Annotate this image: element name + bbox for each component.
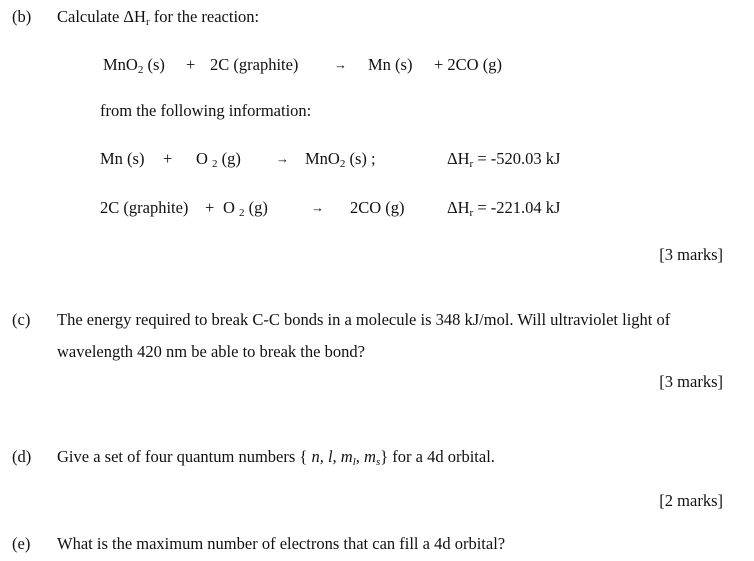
arrow-icon: → <box>311 200 324 215</box>
eq1-o2 <box>196 149 241 169</box>
product-co: + 2CO (g) <box>434 55 502 74</box>
plus-sign: + <box>205 198 215 217</box>
formula: MnO <box>103 55 138 74</box>
eq1-mn: Mn (s) <box>100 149 145 168</box>
state: (g) <box>217 149 241 168</box>
symbol: ΔH <box>447 149 470 168</box>
prompt-text: Calculate ΔH <box>57 7 146 26</box>
product-mn: Mn (s) <box>368 55 413 74</box>
plus-sign: + <box>163 149 173 168</box>
eq1-mno2 <box>305 149 376 169</box>
question-c-line1: The energy required to break C-C bonds in a molecule is 348 kJ/mol. Will ultraviolet light of <box>57 310 671 329</box>
text: Give a set of four quantum numbers { <box>57 447 312 466</box>
quantum-symbols: n, l, m <box>311 447 353 466</box>
eq1-enthalpy <box>447 149 560 169</box>
question-c-label: (c) <box>12 310 31 329</box>
formula: O <box>196 149 208 168</box>
symbol: ΔH <box>447 198 470 217</box>
value: = -520.03 kJ <box>473 149 561 168</box>
eq2-co: 2CO (g) <box>350 198 405 217</box>
eq2-o2 <box>223 198 268 218</box>
question-c-line2: wavelength 420 nm be able to break the bond? <box>57 342 365 361</box>
subscript: 2 <box>239 207 245 219</box>
formula: MnO <box>305 149 340 168</box>
from-info-text: from the following information: <box>100 101 312 120</box>
question-e-label: (e) <box>12 534 31 553</box>
subscript: r <box>145 16 150 28</box>
subscript: 2 <box>212 158 218 170</box>
formula: O <box>223 198 235 217</box>
subscript: 2 <box>137 64 144 76</box>
reactant-graphite: 2C (graphite) <box>210 55 299 74</box>
reactant-mno2 <box>103 55 165 75</box>
subscript: l <box>352 456 356 468</box>
subscript: s <box>375 456 381 468</box>
subscript: r <box>469 207 474 219</box>
prompt-text: for the reaction: <box>149 7 260 26</box>
marks-b: [3 marks] <box>659 245 723 264</box>
question-b-prompt <box>57 7 259 27</box>
arrow-icon: → <box>276 151 289 166</box>
state: (s) ; <box>345 149 376 168</box>
marks-c: [3 marks] <box>659 372 723 391</box>
question-b-label: (b) <box>12 7 32 26</box>
quantum-symbols: , m <box>355 447 376 466</box>
state: (s) <box>143 55 165 74</box>
eq2-graphite: 2C (graphite) <box>100 198 189 217</box>
plus-sign: + <box>186 55 196 74</box>
value: = -221.04 kJ <box>473 198 561 217</box>
arrow-icon: → <box>334 57 347 72</box>
state: (g) <box>244 198 268 217</box>
subscript: r <box>469 158 474 170</box>
question-e-text: What is the maximum number of electrons that can fill a 4d orbital? <box>57 534 506 553</box>
text: } for a 4d orbital. <box>380 447 495 466</box>
eq2-enthalpy <box>447 198 560 218</box>
question-d-label: (d) <box>12 447 32 466</box>
marks-d: [2 marks] <box>659 491 723 510</box>
question-d-text <box>57 447 495 467</box>
subscript: 2 <box>339 158 346 170</box>
